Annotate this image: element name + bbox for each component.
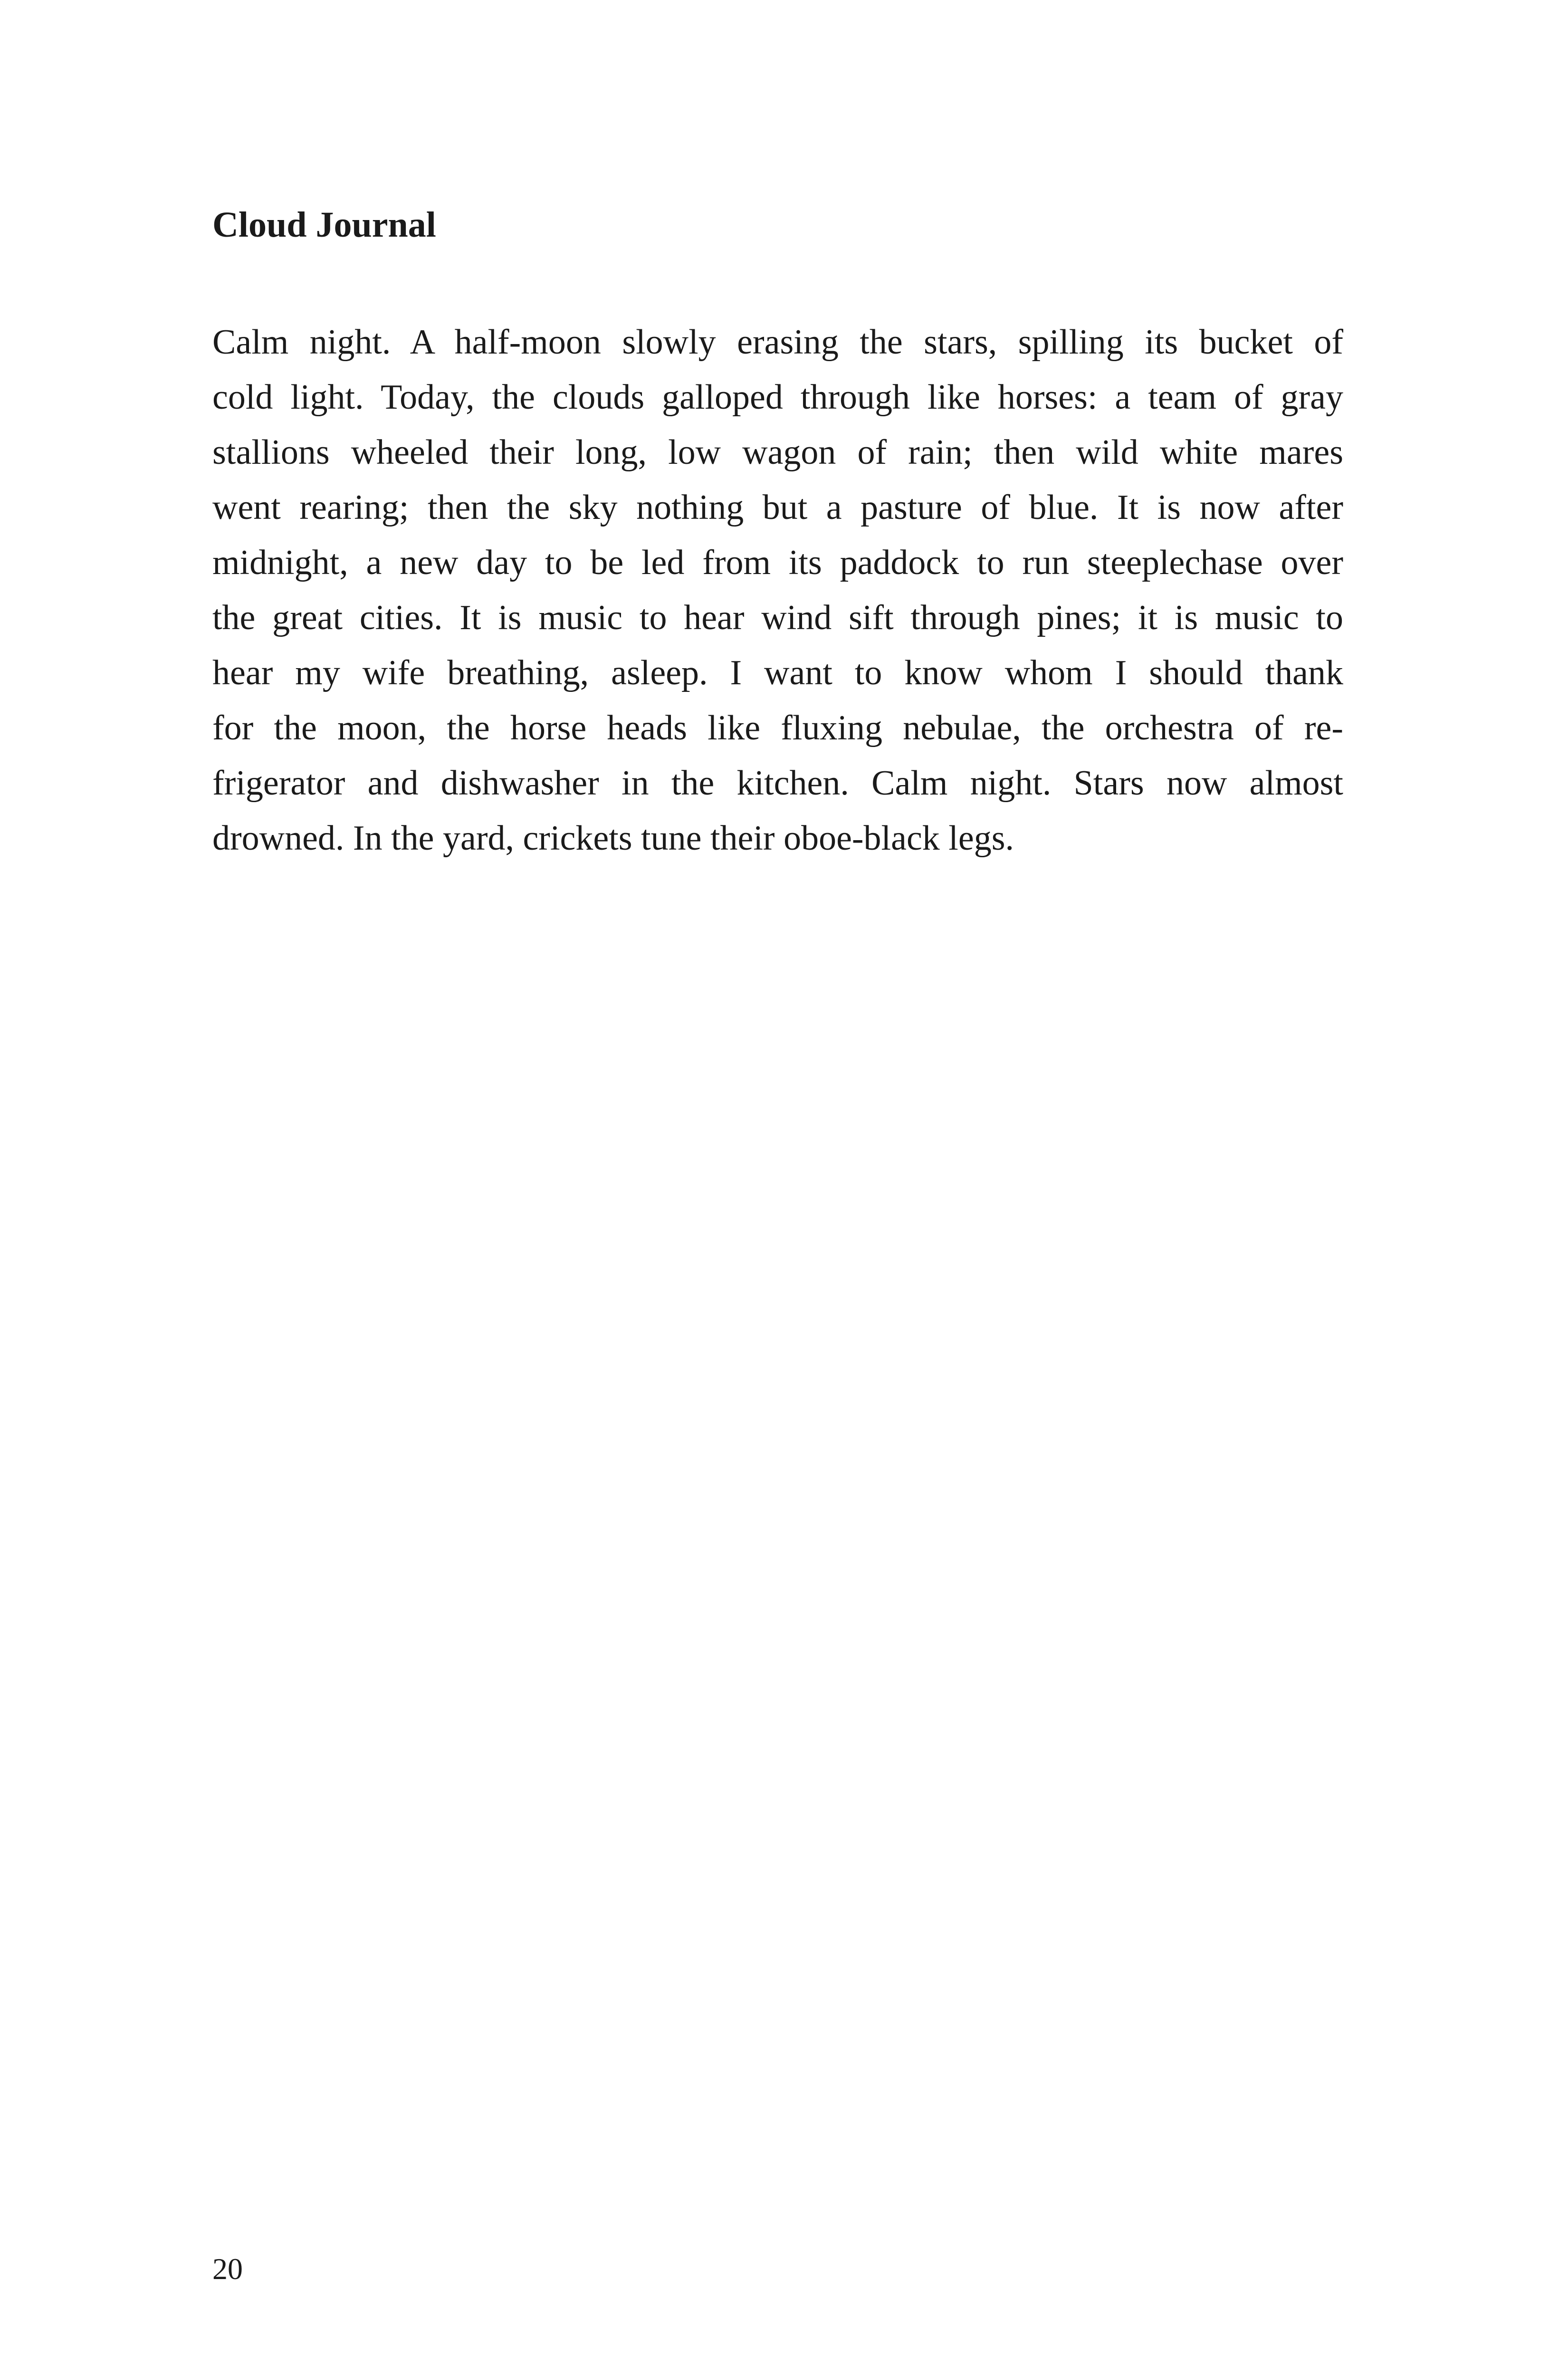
poem-line: cold light. Today, the clouds galloped through like horses: a team of gray [212, 378, 1343, 417]
page-number: 20 [212, 2252, 243, 2286]
poem-line: Calm night. A half-moon slowly erasing the stars, spilling its bucket of [212, 323, 1343, 362]
poem-line: stallions wheeled their long, low wagon of rain; then wild white mares [212, 433, 1343, 472]
poem-line: for the moon, the horse heads like fluxing nebulae, the orchestra of re- [212, 709, 1343, 747]
poem-line: frigerator and dishwasher in the kitchen. Calm night. Stars now almost [212, 764, 1343, 803]
poem-line: drowned. In the yard, crickets tune their oboe-black legs. [212, 819, 1014, 858]
poem-line: the great cities. It is music to hear wind sift through pines; it is music to [212, 598, 1343, 637]
poem-body [212, 315, 1343, 866]
poem-line: hear my wife breathing, asleep. I want to know whom I should thank [212, 653, 1343, 692]
poem-title: Cloud Journal [212, 205, 436, 245]
poem-line: went rearing; then the sky nothing but a pasture of blue. It is now after [212, 488, 1343, 527]
poem-line: midnight, a new day to be led from its paddock to run steeplechase over [212, 543, 1343, 582]
